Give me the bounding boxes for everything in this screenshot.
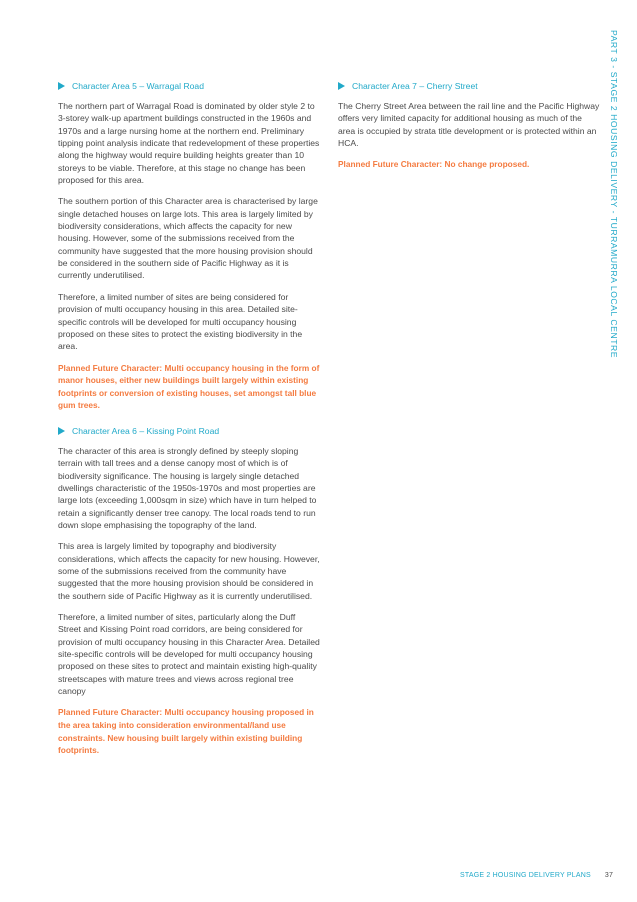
heading-area-6-text: Character Area 6 – Kissing Point Road — [72, 425, 220, 436]
area-6-planned-character: Planned Future Character: Multi occupancy housing proposed in the area taking into consideration environmental/land use constraints. New housing built largely within existing building footprints. — [58, 707, 314, 756]
right-column — [338, 80, 600, 184]
area-6-paragraph-3: Therefore, a limited number of sites, particularly along the Duff Street and Kissing Point road corridors, are being considered for provision of multi occupancy housing in this Character Area. Detailed site-specific controls will be developed for multi occupancy housing proposed on these sites to protect and maintain existing high-quality streetscapes with mature trees and views across regional tree canopy — [58, 612, 320, 697]
triangle-right-icon — [58, 82, 65, 90]
heading-area-6 — [58, 425, 320, 437]
triangle-right-icon — [338, 82, 345, 90]
area-5-paragraph-2: The southern portion of this Character area is characterised by large single detached houses on large lots. This area is largely limited by biodiversity considerations, which affects the capacity for new housing. However, some of the submissions received from the community have suggested that the more housing provision should be considered in the southern side of Pacific Highway as it is currently underutilised. — [58, 196, 318, 281]
area-7-planned-character: Planned Future Character: No change proposed. — [338, 159, 530, 170]
page-number: 37 — [604, 872, 614, 879]
left-column — [58, 80, 320, 770]
heading-area-5-text: Character Area 5 – Warragal Road — [72, 81, 204, 91]
side-section-title: PART 3 - STAGE 2 HOUSING DELIVERY - TURRAMURRA LOCAL CENTRE — [609, 30, 619, 359]
area-5-paragraph-3: Therefore, a limited number of sites are being considered for provision of multi occupancy housing in this area. Detailed site-specific controls will be developed for multi occupancy housing proposed on these sites to protect the existing biodiversity in the area. — [58, 291, 303, 352]
heading-area-7-text: Character Area 7 – Cherry Street — [352, 81, 478, 91]
heading-area-5 — [58, 80, 320, 92]
area-5-planned-character: Planned Future Character: Multi occupancy housing in the form of manor houses, either new buildings built largely within existing footprints or conversion of existing houses, set amongst tall blue gum trees. — [58, 362, 320, 411]
page-footer — [460, 872, 613, 879]
area-6-paragraph-2: This area is largely limited by topography and biodiversity considerations, which affects the capacity for new housing. However, some of the submissions received from the community have suggested that the more housing provision should be considered in the southern side of Pacific Highway as it is currently underutilised. — [58, 541, 320, 601]
footer-label: STAGE 2 HOUSING DELIVERY PLANS — [460, 872, 591, 879]
area-6-paragraph-1: The character of this area is strongly defined by steeply sloping terrain with tall trees and a dense canopy most of which is of biodiversity significance. The housing is largely single detached dwellings characteristic of the 1950s-1970s and most properties are large lots (exceeding 1,000sqm in size) which have in turn helped to retain a significantly denser tree canopy. The local roads tend to run down slope emphasising the topography of the land. — [58, 445, 317, 530]
heading-area-7 — [338, 80, 600, 92]
triangle-right-icon — [58, 427, 65, 435]
area-5-paragraph-1: The northern part of Warragal Road is dominated by older style 2 to 3-storey walk-up apartment buildings constructed in the 1960s and 1970s and a large nursing home at the northern end. Preliminary tipping point analysis indicate that redevelopment of these properties along the highway would require building heights greater than 10 storeys to be viable. Therefore, at this stage no change has been proposed for this area. — [58, 101, 320, 186]
area-7-paragraph-1: The Cherry Street Area between the rail line and the Pacific Highway offers very limited capacity for additional housing as much of the area is occupied by strata title development or is protected within an HCA. — [338, 101, 600, 149]
